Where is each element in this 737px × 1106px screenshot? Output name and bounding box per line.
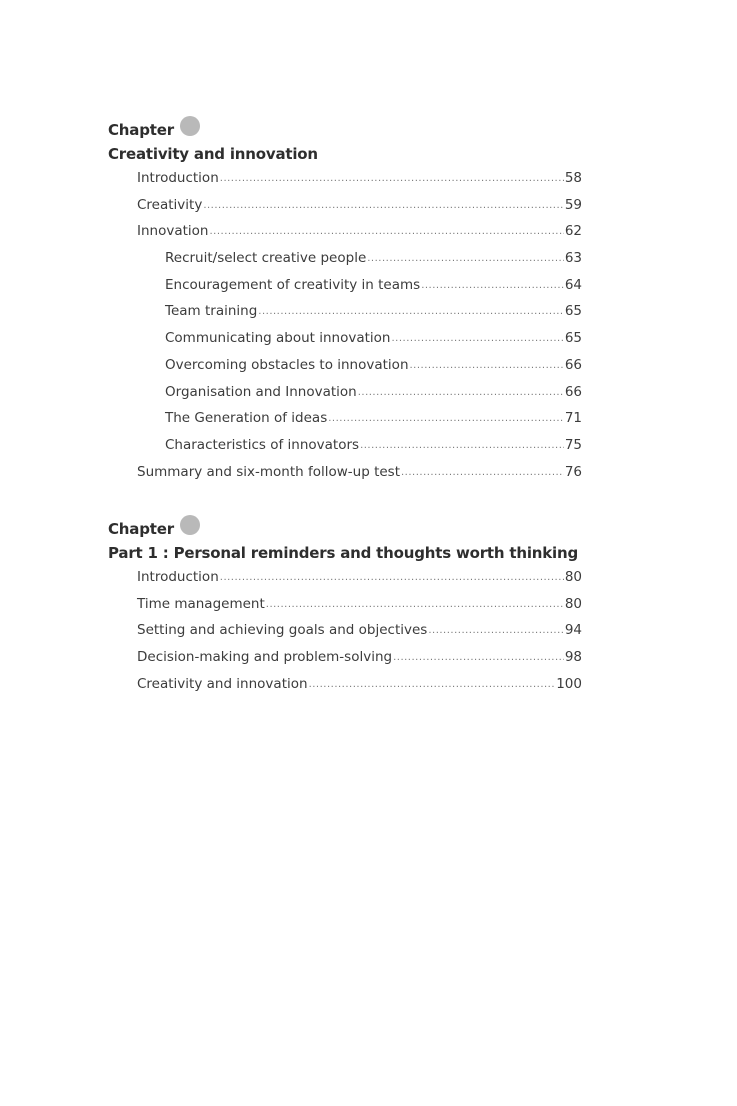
toc-entry-page-number: 62 [564,223,582,240]
dot-leader [421,280,564,291]
chapter-number-dot [180,515,200,535]
dot-leader [360,440,564,451]
toc-entry[interactable] [165,410,582,437]
toc-entry[interactable] [137,676,582,703]
toc-entry-page-number: 64 [564,276,582,293]
dot-leader [220,572,564,583]
toc-entry-page-number: 65 [564,330,582,347]
dot-leader [309,679,556,690]
dot-leader [393,652,564,663]
dot-leader [258,306,564,317]
chapter-label: Chapter [108,520,174,538]
toc-entry[interactable] [137,596,582,623]
toc-entry-label: Creativity and innovation [137,675,308,692]
toc-entry-page-number: 65 [564,303,582,320]
toc-section-2 [108,517,582,702]
dot-leader [209,226,563,237]
toc-entry[interactable] [165,437,582,464]
toc-entry[interactable] [137,170,582,197]
chapter-label: Chapter [108,121,174,139]
toc-entry[interactable] [165,330,582,357]
toc-entry-label: Organisation and Innovation [165,383,357,400]
chapter-title: Part 1 : Personal reminders and thoughts worth thinking [108,544,578,562]
dot-leader [358,387,564,398]
toc-entry-page-number: 80 [564,595,582,612]
dot-leader [392,333,564,344]
toc-entry-page-number: 66 [564,356,582,373]
toc-entry-page-number: 76 [564,463,582,480]
toc-entry-page-number: 63 [564,250,582,267]
chapter-heading [108,118,582,142]
dot-leader [428,625,563,636]
toc-entry-label: Time management [137,595,265,612]
toc-entry-page-number: 80 [564,569,582,585]
toc-entry-page-number: 94 [564,622,582,639]
chapter-heading [108,517,582,541]
toc-entry[interactable] [137,223,582,250]
toc-entry[interactable] [165,250,582,277]
dot-leader [203,200,563,211]
dot-leader [220,173,564,184]
toc-entry-page-number: 100 [556,675,582,692]
toc-entry[interactable] [165,357,582,384]
toc-entry-label: Recruit/select creative people [165,250,367,267]
toc-entry-label: The Generation of ideas [165,410,328,427]
dot-leader [367,253,564,264]
toc-entry[interactable] [165,303,582,330]
toc-entry[interactable] [165,277,582,304]
toc-entry-label: Introduction [137,569,219,585]
toc-list [108,569,582,702]
toc-entry[interactable] [137,569,582,596]
toc-entry-label: Summary and six-month follow-up test [137,463,400,480]
toc-entry-label: Setting and achieving goals and objectives [137,622,428,639]
toc-entry-page-number: 59 [564,196,582,213]
dot-leader [266,599,564,610]
toc-entry-page-number: 71 [564,410,582,427]
toc-entry[interactable] [137,464,582,491]
chapter-number-dot [180,116,200,136]
toc-entry-label: Introduction [137,170,219,186]
toc-entry-page-number: 98 [564,649,582,666]
toc-entry-label: Innovation [137,223,209,240]
toc-list [108,170,582,490]
toc-entry[interactable] [137,197,582,224]
toc-entry-label: Decision-making and problem-solving [137,649,393,666]
toc-entry-label: Communicating about innovation [165,330,391,347]
dot-leader [410,360,564,371]
toc-entry-page-number: 66 [564,383,582,400]
chapter-title: Creativity and innovation [108,145,318,163]
toc-entry[interactable] [165,384,582,411]
toc-entry-page-number: 75 [564,436,582,453]
toc-entry[interactable] [137,622,582,649]
toc-entry-label: Overcoming obstacles to innovation [165,356,409,373]
toc-entry-label: Team training [165,303,258,320]
toc-entry-page-number: 58 [564,170,582,186]
toc-section-1 [108,118,582,490]
toc-entry-label: Encouragement of creativity in teams [165,276,421,293]
toc-entry-label: Characteristics of innovators [165,436,360,453]
dot-leader [328,413,564,424]
toc-entry[interactable] [137,649,582,676]
toc-entry-label: Creativity [137,196,203,213]
dot-leader [401,467,564,478]
